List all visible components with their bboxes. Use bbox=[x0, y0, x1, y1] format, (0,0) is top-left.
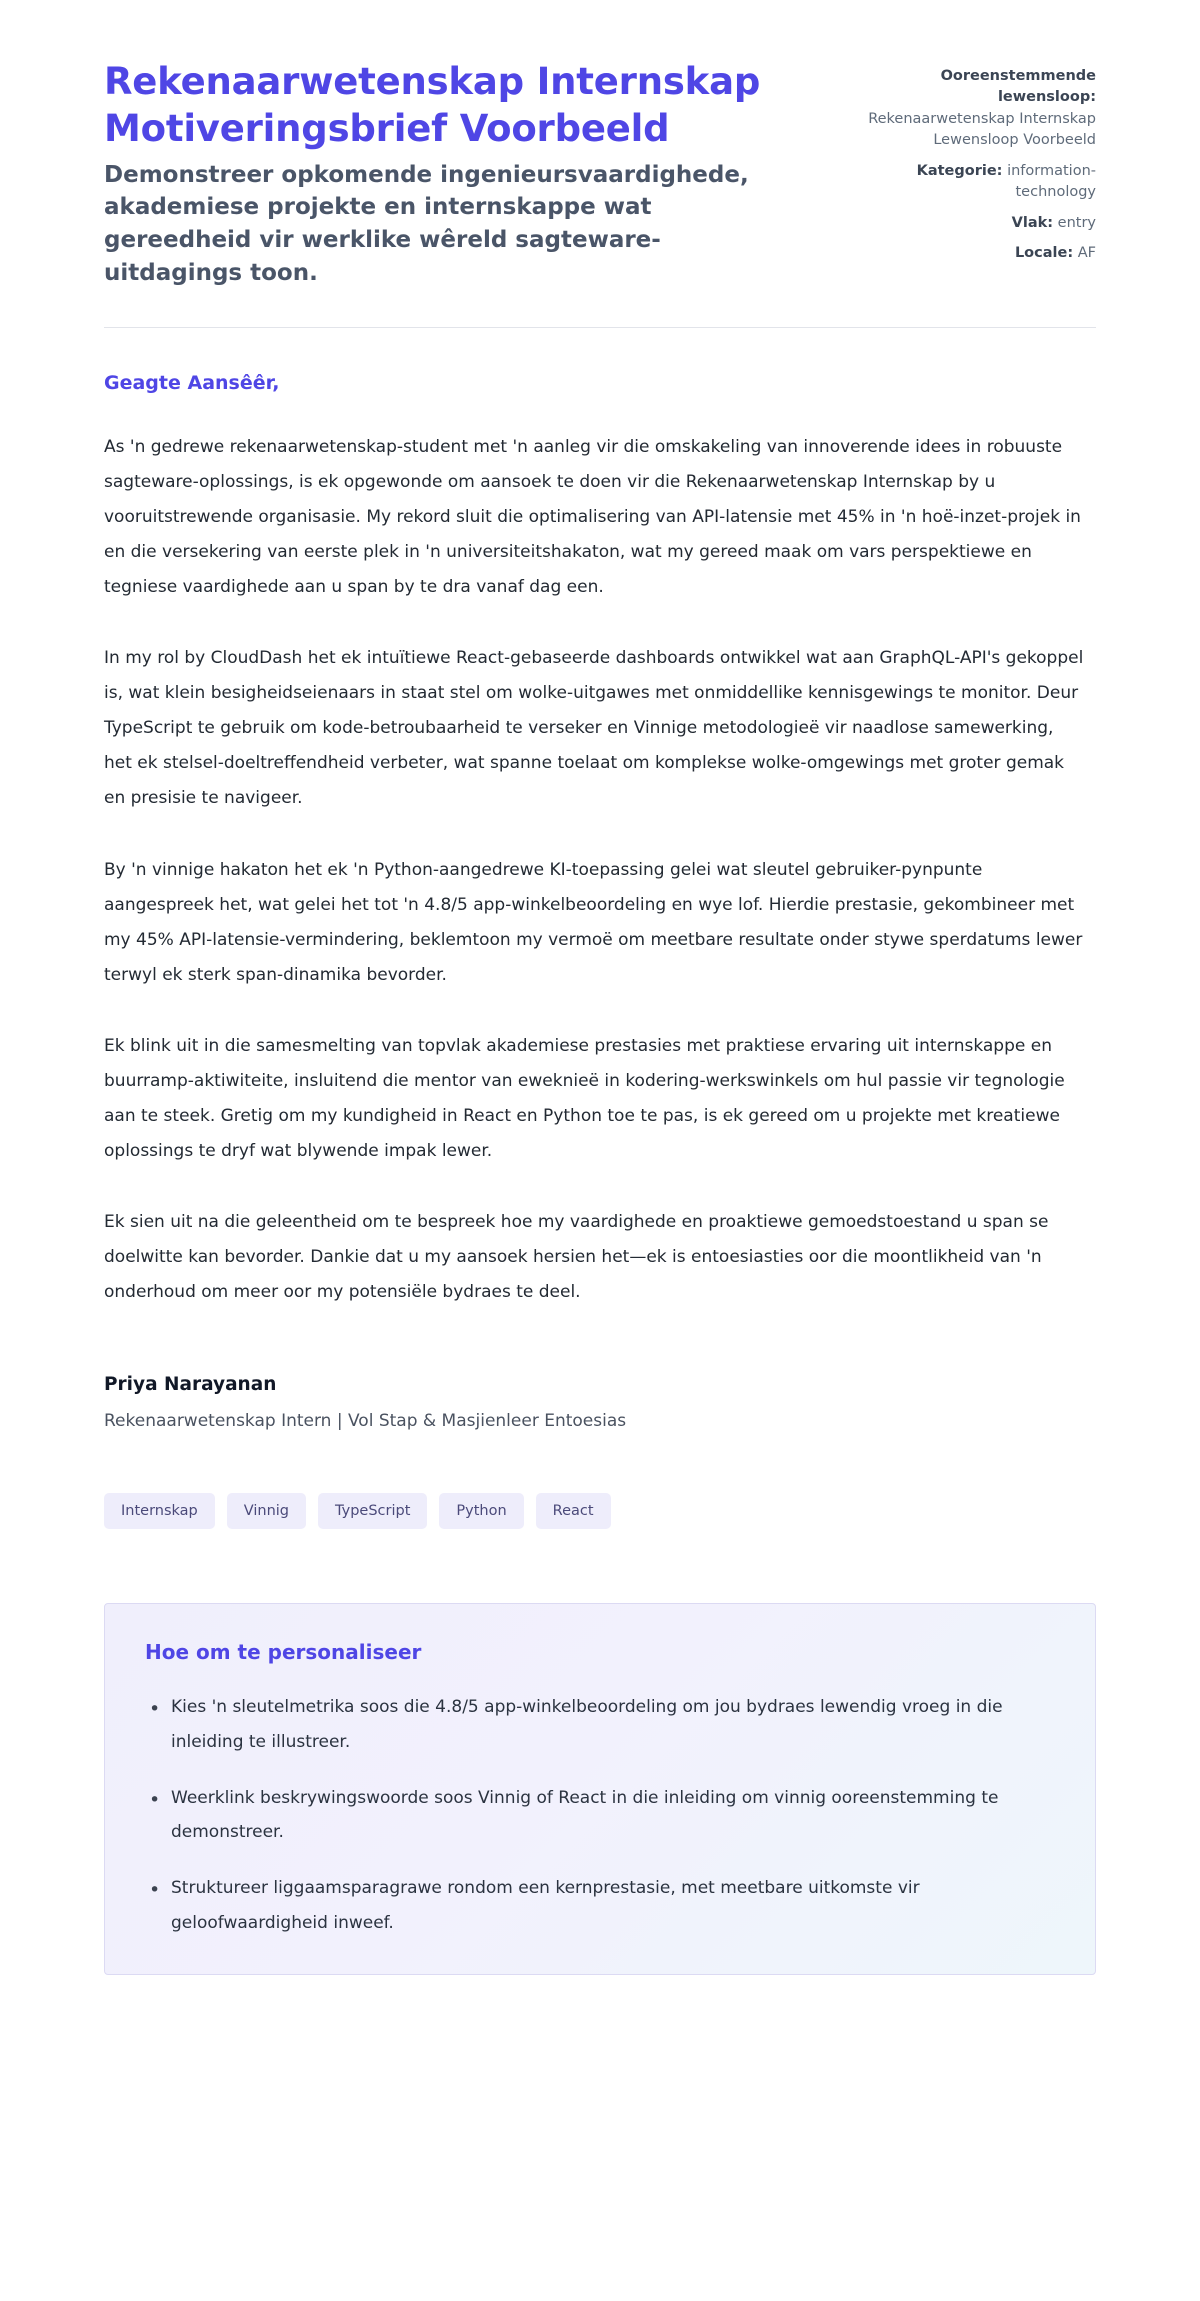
meta-category-value: information-technology bbox=[1007, 162, 1096, 201]
meta-category bbox=[864, 161, 1096, 204]
meta-matching-resume bbox=[864, 66, 1096, 152]
document-metadata bbox=[864, 58, 1096, 265]
letter-paragraph: As 'n gedrewe rekenaarwetenskap-student met 'n aanleg vir die omskakeling van innoverende idees in robuuste sagteware-oplossings, is ek opgewonde om aansoek te doen vir die Rekenaarwetenskap Internskap by u vooruitstrewende organisasie. My rekord sluit die optimalisering van API-latensie met 45% in 'n hoë-inzet-projek in en die versekering van eerste plek in 'n universiteitshakaton, wat my gereed maak om vars perspektiewe en tegniese vaardighede aan u span by te dra vanaf dag een. bbox=[104, 437, 1081, 598]
letter-paragraph: In my rol by CloudDash het ek intuïtiewe React-gebaseerde dashboards ontwikkel wat aan GraphQL-API's gekoppel is, wat klein besigheidseienaars in staat stel om wolke-uitgawes met onmiddellike kennisgewings te monitor. Deur TypeScript te gebruik om kode-betroubaarheid te verseker en Vinnige metodologieë vir naadlose samewerking, het ek stelsel-doeltreffendheid verbeter, wat spanne toelaat om komplekse wolke-omgewings met groter gemak en presisie te navigeer. bbox=[104, 648, 1084, 809]
letter-salutation: Geagte Aansêêr, bbox=[104, 372, 280, 395]
meta-locale bbox=[864, 243, 1096, 264]
tips-list bbox=[145, 1690, 1055, 1940]
signature-name: Priya Narayanan bbox=[104, 1373, 277, 1395]
tag-chip[interactable]: TypeScript bbox=[318, 1493, 427, 1530]
meta-locale-value: AF bbox=[1077, 245, 1096, 262]
tips-list-item: • Weerklink beskrywingswoorde soos Vinnig of React in die inleiding om vinnig ooreenstemming te demonstreer. bbox=[145, 1781, 1055, 1850]
tag-chip[interactable]: Internskap bbox=[104, 1493, 215, 1530]
tips-list-item: • Kies 'n sleutelmetrika soos die 4.8/5 app-winkelbeoordeling om jou bydraes lewendig vroeg in die inleiding te illustreer. bbox=[145, 1690, 1055, 1759]
meta-level bbox=[864, 213, 1096, 234]
tag-chip[interactable]: Python bbox=[439, 1493, 523, 1530]
tips-panel-title: Hoe om te personaliseer bbox=[145, 1640, 422, 1665]
personalization-tips-panel bbox=[104, 1603, 1096, 1975]
meta-matching-resume-value: Rekenaarwetenskap Internskap Lewensloop Voorbeeld bbox=[868, 110, 1096, 149]
page-title: Rekenaarwetenskap Internskap Motiveringsbrief Voorbeeld bbox=[104, 60, 761, 151]
header-title-block bbox=[104, 58, 804, 289]
document-header bbox=[104, 58, 1096, 289]
meta-level-value: entry bbox=[1057, 214, 1096, 231]
cover-letter-body bbox=[104, 328, 1096, 1430]
letter-paragraph: Ek sien uit na die geleentheid om te bespreek hoe my vaardighede en proaktiewe gemoedstoestand u span se doelwitte kan bevorder. Dankie dat u my aansoek hersien het—ek is entoesiasties oor die moontlikheid van 'n onderhoud om meer oor my potensiële bydraes te deel. bbox=[104, 1211, 1049, 1302]
signature-block bbox=[104, 1374, 1096, 1431]
tag-list bbox=[104, 1493, 1096, 1530]
tag-chip[interactable]: Vinnig bbox=[227, 1493, 306, 1530]
meta-category-label: Kategorie: bbox=[916, 162, 1003, 179]
letter-paragraph: Ek blink uit in die samesmelting van topvlak akademiese prestasies met praktiese ervaring uit internskappe en buurramp-aktiwiteite, insluitend die mentor van eweknieë in kodering-werkswinkels om hul passie vir tegnologie aan te steek. Gretig om my kundigheid in React en Python toe te pas, is ek gereed om u projekte met kreatiewe oplossings te dryf wat blywende impak lewer. bbox=[104, 1035, 1065, 1161]
letter-paragraph: By 'n vinnige hakaton het ek 'n Python-aangedrewe KI-toepassing gelei wat sleutel gebruiker-pynpunte aangespreek het, wat gelei het tot 'n 4.8/5 app-winkelbeoordeling en wye lof. Hierdie prestasie, gekombineer met my 45% API-latensie-vermindering, beklemtoon my vermoë om meetbare resultate onder stywe sperdatums lewer terwyl ek sterk span-dinamika bevorder. bbox=[104, 859, 1083, 985]
meta-level-label: Vlak: bbox=[1011, 214, 1054, 231]
meta-matching-resume-label: Ooreenstemmende lewensloop: bbox=[940, 68, 1096, 106]
page-subtitle: Demonstreer opkomende ingenieursvaardighede, akademiese projekte en internskappe wat gereedheid vir werklike wêreld sagteware-uitdagings toon. bbox=[104, 161, 749, 286]
tips-list-item: • Struktureer liggaamsparagrawe rondom een kernprestasie, met meetbare uitkomste vir geloofwaardigheid inweef. bbox=[145, 1871, 1055, 1940]
meta-locale-label: Locale: bbox=[1014, 245, 1074, 262]
signature-role: Rekenaarwetenskap Intern | Vol Stap & Masjienleer Entoesias bbox=[104, 1410, 627, 1431]
tag-chip[interactable]: React bbox=[536, 1493, 611, 1530]
